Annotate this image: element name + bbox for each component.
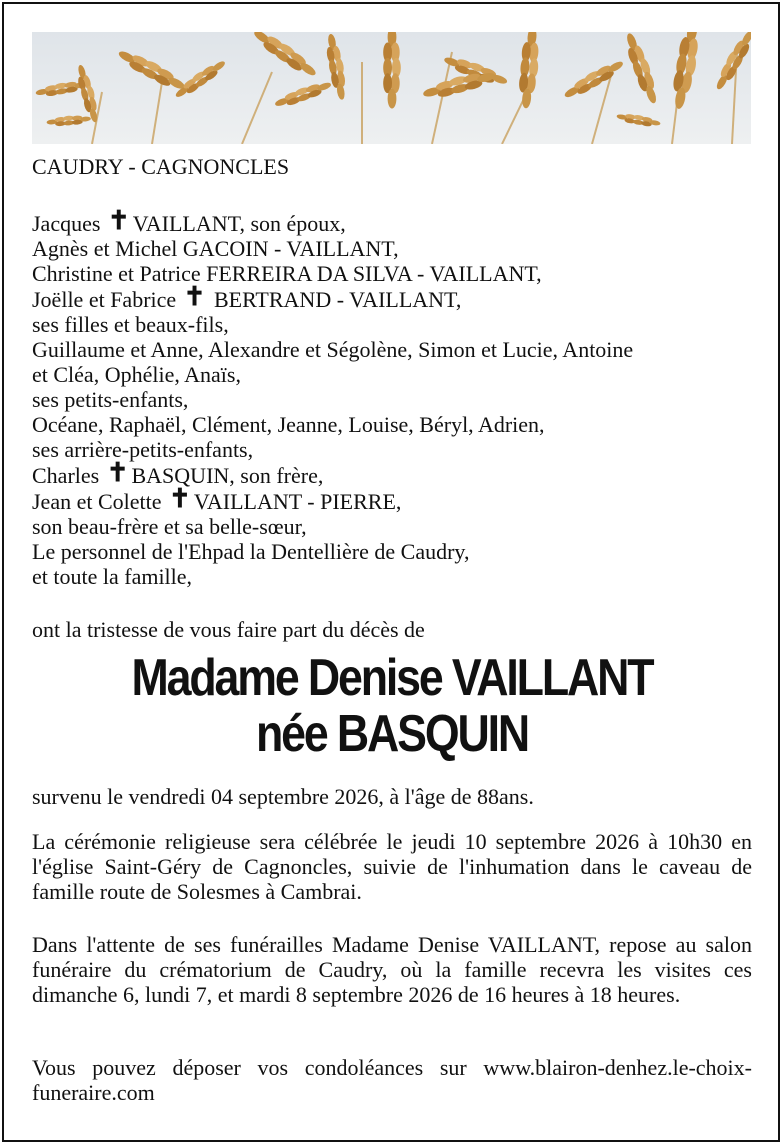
cross-icon: ✝ <box>183 282 206 311</box>
family-line: ses petits-enfants, <box>32 387 189 412</box>
wheat-banner-image <box>32 32 751 144</box>
family-line: Océane, Raphaël, Clément, Jeanne, Louise, Béryl, Adrien, <box>32 412 545 437</box>
family-line: Agnès et Michel GACOIN - VAILLANT, <box>32 236 399 261</box>
family-line: ses filles et beaux-fils, <box>32 312 229 337</box>
cross-icon: ✝ <box>106 458 129 487</box>
visits-paragraph: Dans l'attente de ses funérailles Madame Denise VAILLANT, repose au salon funéraire du crématorium de Caudry, où la famille recevra les visites ces dimanche 6, lundi 7, et mardi 8 septembre 2026 de 16 heures à 18 heures. <box>32 932 752 1007</box>
family-line: et Cléa, Ophélie, Anaïs, <box>32 362 241 387</box>
condolences-paragraph: Vous pouvez déposer vos condoléances sur www.blairon-denhez.le-choix-funeraire.com <box>32 1055 752 1105</box>
cross-icon: ✝ <box>107 206 130 235</box>
family-line: Charles ✝ BASQUIN, son frère, <box>32 458 324 488</box>
family-line: et toute la famille, <box>32 564 193 589</box>
location-heading: CAUDRY - CAGNONCLES <box>32 154 290 179</box>
family-line: Christine et Patrice FERREIRA DA SILVA - VAILLANT, <box>32 261 542 286</box>
family-line: Guillaume et Anne, Alexandre et Ségolène, Simon et Lucie, Antoine <box>32 337 634 362</box>
family-line: ses arrière-petits-enfants, <box>32 437 254 462</box>
cross-icon: ✝ <box>169 484 191 513</box>
family-line: Jean et Colette ✝ VAILLANT - PIERRE, <box>32 484 402 514</box>
family-line: Jacques ✝ VAILLANT, son époux, <box>32 206 346 236</box>
announcement-intro: ont la tristesse de vous faire part du décès de <box>32 617 425 642</box>
family-list <box>32 206 752 589</box>
family-line: son beau-frère et sa belle-sœur, <box>32 514 307 539</box>
ceremony-paragraph: La cérémonie religieuse sera célébrée le jeudi 10 septembre 2026 à 10h30 en l'église Saint-Géry de Cagnoncles, suivie de l'inhumation dans le caveau de famille route de Solesmes à Cambrai. <box>32 829 752 904</box>
deceased-name-line2: née BASQUIN <box>255 705 529 763</box>
family-line: Le personnel de l'Ehpad la Dentellière de Caudry, <box>32 539 470 564</box>
death-notice: survenu le vendredi 04 septembre 2026, à l'âge de 88ans. <box>32 784 534 809</box>
deceased-name-line1: Madame Denise VAILLANT <box>131 649 653 707</box>
deceased-name <box>82 650 701 762</box>
family-line: Joëlle et Fabrice ✝ BERTRAND - VAILLANT, <box>32 282 462 312</box>
